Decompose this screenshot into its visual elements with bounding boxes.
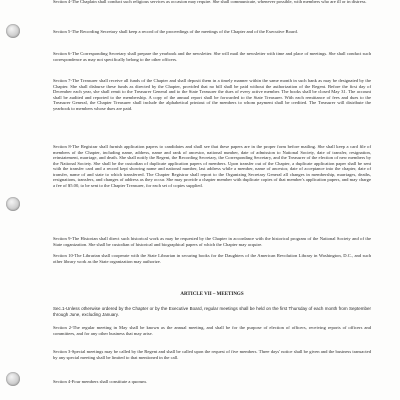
section-10-librarian: Section 10-The Librarian shall cooperate with the State Librarian in securing books for the Daughters of the American Revolution Library in Washington, D.C., and such other library work as the State organization may authorize. <box>53 253 371 264</box>
meetings-section-1: Sec.1-Unless otherwise ordered by the Chapter or by the Executive Board, regular meetings shall be held on the first Thursday of each month from September through June, excluding January. <box>53 306 371 317</box>
section-9-historian: Section 9-The Historian shall direct such historical work as may be requested by the Chapter in accordance with the historical program of the National Society and of the State organization. She shall be custodian of historical and biographical papers of which the Chapter may acquire. <box>53 236 371 247</box>
punch-hole-middle <box>6 197 20 211</box>
section-7-treasurer: Section 7-The Treasurer shall receive all funds of the Chapter and shall deposit them in a timely manner within the same month in such bank as may be designated by the Chapter. She shall disburse these funds as directed by the Chapter, provided that no bill shall be paid without the authorization of the Regent. Before the first day of December each year, she shall remit to the Treasurer General and to the State Treasurer the dues of every active member. The books shall be closed May 31. The account shall be audited and reported to the membership. A copy of the annual report shall be forwarded to the State Treasurer. With each remittance of fees and dues to the Treasurer General, the Chapter Treasurer shall include the alphabetical printout of the members to whom payment shall be credited. The Treasurer will distribute the yearbook to members whose dues are paid. <box>53 78 371 111</box>
meetings-section-3: Section 3-Special meetings may be called by the Regent and shall be called upon the request of five members. Three days' notice shall be given and the business transacted by any special meeting shall be limited to that mentioned in the call. <box>53 349 371 360</box>
section-4-chaplain: Section 4-The Chaplain shall conduct such religious services as occasion may require. She shall communicate, whenever possible, with members who are ill or in distress. <box>53 0 367 4</box>
section-5-recording-secretary: Section 5-The Recording Secretary shall keep a record of the proceedings of the meetings of the Chapter and of the Executive Board. <box>53 29 298 34</box>
article-vii-heading: ARTICLE VII – MEETINGS <box>180 292 244 297</box>
punch-hole-top <box>6 24 20 38</box>
meetings-section-2: Section 2-The regular meeting in May shall be known as the annual meeting, and shall be for the purpose of election of officers, receiving reports of officers and committees, and for any other business that may arise. <box>53 325 371 336</box>
punch-hole-bottom <box>6 372 20 386</box>
section-6-corresponding-secretary: Section 6-The Corresponding Secretary shall prepare the yearbook and the newsletter. She will mail the newsletter with time and place of meetings. She shall conduct such correspondence as may not specifically belong to the other officers. <box>53 51 371 62</box>
meetings-section-4: Section 4-Four members shall constitute a quorum. <box>53 379 148 384</box>
section-8-registrar: Section 8-The Registrar shall furnish application papers to candidates and shall see that these papers are in the proper form before mailing. She shall keep a card file of members of the Chapter, including name, address, name and rank of ancestor, national number, date of admission to National Society, date of transfer, resignation, reinstatement, marriage, and death. She shall notify the Regent, the Recording Secretary, the Corresponding Secretary, and the Treasurer of the election of new members by the National Society. She shall be the custodian of duplicate application papers of members. Upon transfer out of the Chapter, a duplicate application paper shall be sent with the transfer card and a record kept showing name and national number, last address while a member, name of ancestor, date of acceptance into the chapter, date of transfer, name of and state to which transferred. The Chapter Registrar shall report to the Organizing Secretary General all changes in membership, marriages, deaths, resignations, transfers, and changes of address as they occur. She may provide a chapter member with duplicate copies of that member's application papers, and may charge a fee of $5.00, to be sent to the Chapter Treasurer, for each set of copies supplied. <box>53 144 371 188</box>
